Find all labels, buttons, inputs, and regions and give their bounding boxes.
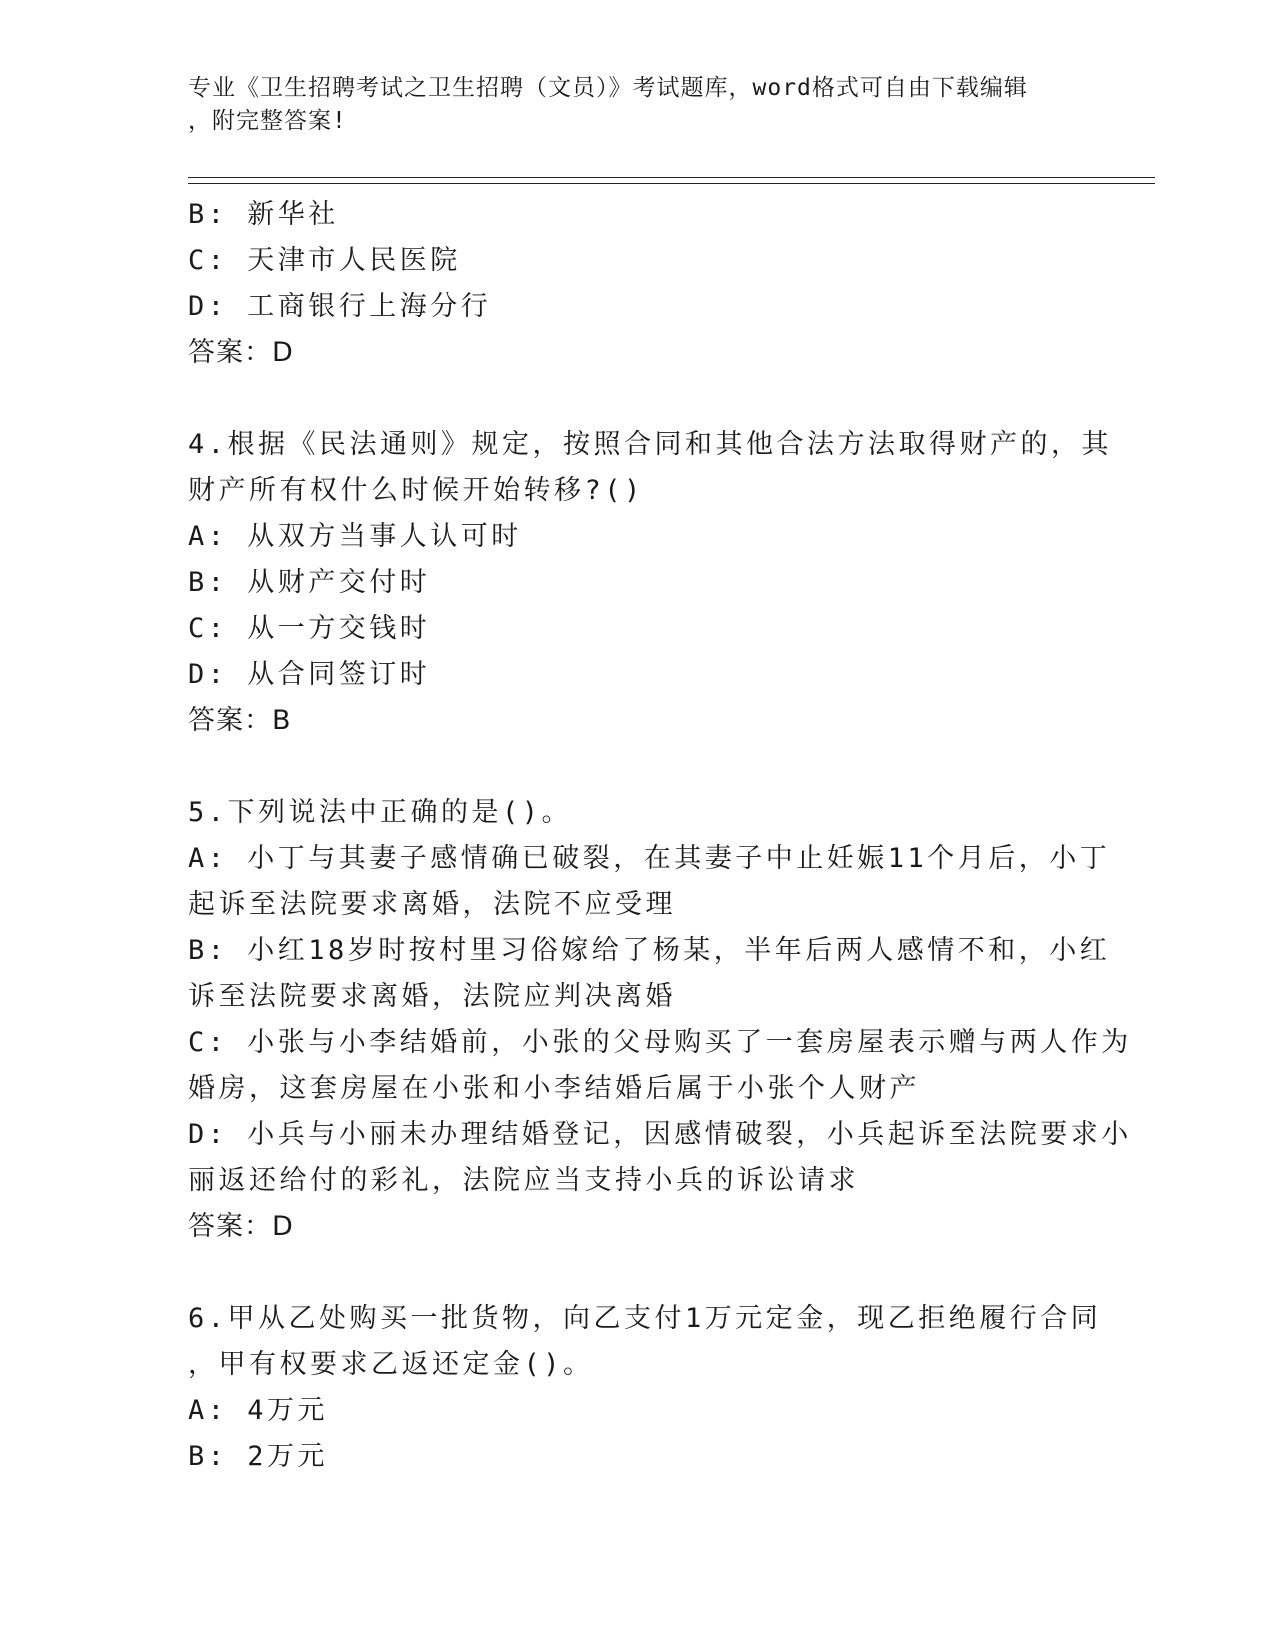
option-b: B: 新华社 (188, 199, 339, 230)
option-c: C: 从一方交钱时 (188, 613, 431, 644)
spacer (188, 1250, 1088, 1296)
answer: 答案：B (188, 705, 292, 736)
option-b: B: 2万元 (188, 1441, 329, 1472)
option-c: C: 小张与小李结婚前，小张的父母购买了一套房屋表示赠与两人作为 (188, 1027, 1132, 1058)
header-title-line-2: ，附完整答案! (188, 108, 347, 134)
question-stem: ，甲有权要求乙返还定金()。 (188, 1349, 594, 1380)
question-4 (188, 422, 1113, 744)
header-divider-top (188, 177, 1155, 178)
header-title-line-1: 专业《卫生招聘考试之卫生招聘（文员）》考试题库，word格式可自由下载编辑 (188, 75, 1028, 101)
question-stem: 4.根据《民法通则》规定，按照合同和其他合法方法取得财产的，其 (188, 429, 1113, 460)
header-divider-bottom (188, 183, 1155, 184)
option-c-continued: 婚房，这套房屋在小张和小李结婚后属于小张个人财产 (188, 1073, 920, 1104)
option-a: A: 从双方当事人认可时 (188, 521, 522, 552)
option-a-continued: 起诉至法院要求离婚，法院不应受理 (188, 889, 676, 920)
option-d: D: 从合同签订时 (188, 659, 431, 690)
question-6 (188, 1296, 1102, 1480)
question-list (188, 192, 1132, 1480)
question-3 (188, 192, 1088, 376)
answer: 答案：D (188, 337, 294, 368)
page-header (188, 72, 1088, 138)
option-d-continued: 丽返还给付的彩礼，法院应当支持小兵的诉讼请求 (188, 1165, 859, 1196)
option-b: B: 小红18岁时按村里习俗嫁给了杨某，半年后两人感情不和，小红 (188, 935, 1111, 966)
option-b: B: 从财产交付时 (188, 567, 431, 598)
spacer (188, 744, 1088, 790)
option-c: C: 天津市人民医院 (188, 245, 461, 276)
question-stem: 6.甲从乙处购买一批货物，向乙支付1万元定金，现乙拒绝履行合同 (188, 1303, 1102, 1334)
option-a: A: 4万元 (188, 1395, 329, 1426)
spacer (188, 376, 1088, 422)
question-stem: 财产所有权什么时候开始转移?() (188, 475, 644, 506)
option-d: D: 工商银行上海分行 (188, 291, 492, 322)
option-b-continued: 诉至法院要求离婚，法院应判决离婚 (188, 981, 676, 1012)
question-5 (188, 790, 1132, 1250)
option-a: A: 小丁与其妻子感情确已破裂，在其妻子中止妊娠11个月后，小丁 (188, 843, 1111, 874)
question-stem: 5.下列说法中正确的是()。 (188, 797, 573, 828)
answer: 答案：D (188, 1211, 294, 1242)
option-d: D: 小兵与小丽未办理结婚登记，因感情破裂，小兵起诉至法院要求小 (188, 1119, 1132, 1150)
